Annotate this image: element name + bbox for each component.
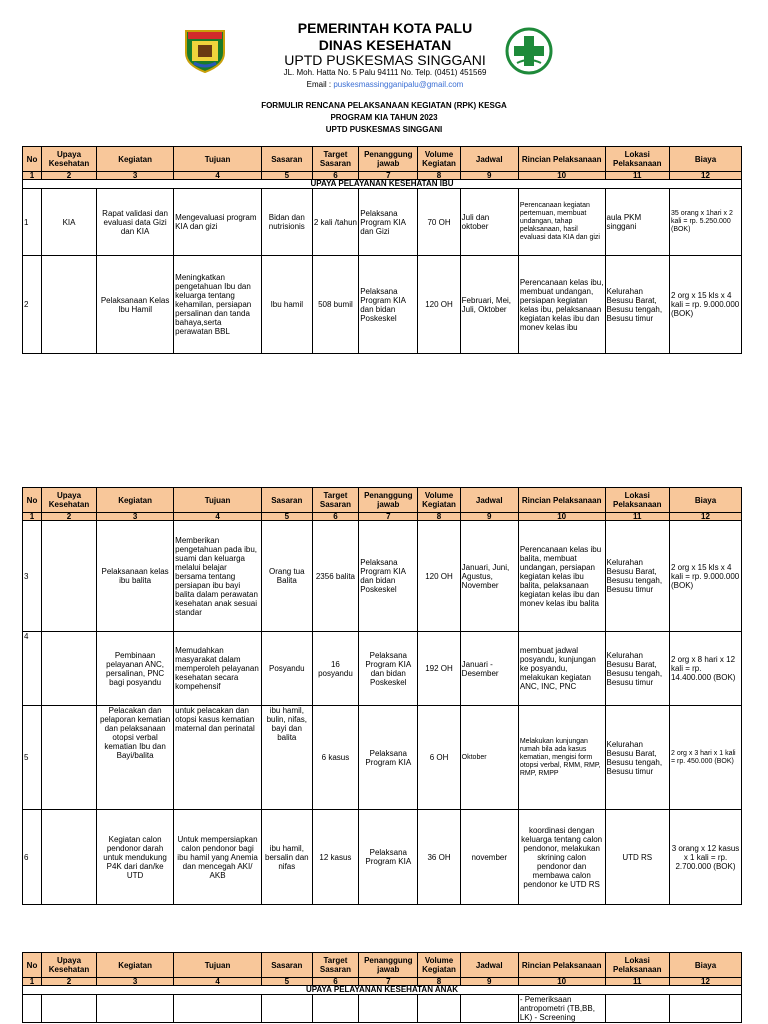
cell-pj: Pelaksana Program KIA dan bidan Poskeskel <box>359 632 418 706</box>
cell-kegiatan: Kegiatan calon pendonor darah untuk mendukung P4K dari dan/ke UTD <box>97 810 174 905</box>
col-header: Tujuan <box>174 953 262 978</box>
cell-target: 2 kali /tahun <box>312 189 359 256</box>
col-header: Jadwal <box>460 953 518 978</box>
cell-volume: 70 OH <box>418 189 460 256</box>
cell-rincian: Melakukan kunjungan rumah bila ada kasus kematian, mengisi form otopsi verbal, RMM, RMP, RMP, RMPP <box>518 706 605 810</box>
col-header: Penanggung jawab <box>359 953 418 978</box>
cell-lokasi: Kelurahan Besusu Barat, Besusu tengah, Besusu timur <box>605 706 669 810</box>
section-title: UPAYA PELAYANAN KESEHATAN IBU <box>23 180 742 189</box>
cell-no: 1 <box>23 189 42 256</box>
col-number: 2 <box>42 513 97 521</box>
cell-volume: 36 OH <box>418 810 460 905</box>
email-link[interactable]: puskesmassingganipalu@gmail.com <box>333 80 464 89</box>
header-institution: UPTD PUSKESMAS SINGGANI <box>284 52 486 68</box>
col-header: Penanggung jawab <box>359 147 418 172</box>
cell-upaya <box>42 810 97 905</box>
col-header: Biaya <box>669 147 741 172</box>
header-address: JL. Moh. Hatta No. 5 Palu 94111 No. Telp. (0451) 451569 <box>283 68 487 77</box>
cell-target: 16 posyandu <box>312 632 359 706</box>
cell-kegiatan: Pelacakan dan pelaporan kematian dan pelaksanaan otopsi verbal kematian Ibu dan Bayi/balita <box>97 706 174 810</box>
cell-upaya <box>42 521 97 632</box>
cell-pj: Pelaksana Program KIA <box>359 810 418 905</box>
cell-biaya: 35 orang x 1hari x 2 kali = rp. 5.250.000 (BOK) <box>669 189 741 256</box>
form-title-block <box>200 100 568 136</box>
cell-jadwal: Januari, Juni, Agustus, November <box>460 521 518 632</box>
cell-sasaran: Posyandu <box>261 632 312 706</box>
cell-pj: Pelaksana Program KIA dan bidan Poskeskel <box>359 521 418 632</box>
col-header: Target Sasaran <box>312 488 359 513</box>
cell-sasaran <box>261 995 312 1023</box>
institution-title: UPTD PUSKESMAS SINGGANI <box>325 125 443 134</box>
cell-no: 5 <box>23 706 42 810</box>
cell-pj <box>359 995 418 1023</box>
col-header: Tujuan <box>174 147 262 172</box>
cell-pj: Pelaksana Program KIA <box>359 706 418 810</box>
cell-lokasi: Kelurahan Besusu Barat, Besusu tengah, Besusu timur <box>605 521 669 632</box>
col-number: 7 <box>359 513 418 521</box>
col-number: 3 <box>97 172 174 180</box>
cell-tujuan <box>174 995 262 1023</box>
table-header-row <box>23 147 742 172</box>
col-number: 12 <box>669 978 741 986</box>
cell-jadwal: Januari - Desember <box>460 632 518 706</box>
col-number: 3 <box>97 513 174 521</box>
col-header: Biaya <box>669 953 741 978</box>
col-number: 10 <box>518 978 605 986</box>
col-number: 10 <box>518 172 605 180</box>
email-label: Email : <box>306 80 334 89</box>
col-number: 11 <box>605 978 669 986</box>
col-number: 4 <box>174 513 262 521</box>
cell-jadwal <box>460 995 518 1023</box>
cell-kegiatan: Rapat validasi dan evaluasi data Gizi dan KIA <box>97 189 174 256</box>
col-number: 9 <box>460 978 518 986</box>
column-number-row <box>23 978 742 986</box>
col-number: 12 <box>669 513 741 521</box>
cell-no <box>23 995 42 1023</box>
col-number: 9 <box>460 513 518 521</box>
table-header-row <box>23 488 742 513</box>
header-government: PEMERINTAH KOTA PALU <box>297 20 473 36</box>
col-number: 11 <box>605 513 669 521</box>
cell-volume: 192 OH <box>418 632 460 706</box>
cell-biaya: 2 org x 8 hari x 12 kali = rp. 14.400.000 (BOK) <box>669 632 741 706</box>
col-header: No <box>23 953 42 978</box>
cell-tujuan: Untuk mempersiapkan calon pendonor bagi ibu hamil yang Anemia dan mencegah AKI/ AKB <box>174 810 262 905</box>
col-header: Lokasi Pelaksanaan <box>605 488 669 513</box>
cell-lokasi: UTD RS <box>605 810 669 905</box>
cell-rincian: membuat jadwal posyandu, kunjungan ke posyandu, melakukan kegiatan ANC, INC, PNC <box>518 632 605 706</box>
cell-sasaran: Orang tua Balita <box>261 521 312 632</box>
col-header: Target Sasaran <box>312 953 359 978</box>
col-number: 7 <box>359 978 418 986</box>
col-header: Volume Kegiatan <box>418 147 460 172</box>
col-number: 8 <box>418 513 460 521</box>
table-row <box>23 189 742 256</box>
col-number: 7 <box>359 172 418 180</box>
cell-target: 6 kasus <box>312 706 359 810</box>
col-number: 2 <box>42 172 97 180</box>
cell-biaya: 2 org x 15 kls x 4 kali = rp. 9.000.000 (BOK) <box>669 521 741 632</box>
cell-volume: 120 OH <box>418 521 460 632</box>
col-number: 1 <box>23 513 42 521</box>
col-number: 10 <box>518 513 605 521</box>
col-header: Target Sasaran <box>312 147 359 172</box>
cell-sasaran: Ibu hamil <box>261 256 312 354</box>
cell-no: 3 <box>23 521 42 632</box>
table-row <box>23 810 742 905</box>
cell-kegiatan <box>97 995 174 1023</box>
cell-rincian: - Pemeriksaan antropometri (TB,BB, LK) - Screening <box>518 995 605 1023</box>
table-row <box>23 995 742 1023</box>
col-number: 5 <box>261 978 312 986</box>
cell-rincian: Perencanaan kelas ibu balita, membuat undangan, persiapan kegiatan kelas ibu balita, pelaksanaan kegiatan kelas ibu dan monev kelas ibu balita <box>518 521 605 632</box>
cell-lokasi <box>605 995 669 1023</box>
cell-sasaran: ibu hamil, bersalin dan nifas <box>261 810 312 905</box>
cell-target <box>312 995 359 1023</box>
column-number-row <box>23 513 742 521</box>
col-number: 6 <box>312 172 359 180</box>
col-header: Volume Kegiatan <box>418 488 460 513</box>
cell-no: 2 <box>23 256 42 354</box>
cell-tujuan: Memberikan pengetahuan pada ibu, suami dan keluarga melalui belajar bersama tentang persiapan ibu bayi balita dalam perawatan kesehatan anak sesuai standar <box>174 521 262 632</box>
cell-upaya <box>42 995 97 1023</box>
puskesmas-logo-icon <box>505 27 553 75</box>
table-row <box>23 632 742 706</box>
table-row <box>23 256 742 354</box>
cell-sasaran: Bidan dan nutrisionis <box>261 189 312 256</box>
cell-volume: 6 OH <box>418 706 460 810</box>
cell-rincian: koordinasi dengan keluarga tentang calon pendonor, melakukan skrining calon pendonor dan membawa calon pendonor ke UTD RS <box>518 810 605 905</box>
cell-rincian: Perencanaan kegiatan pertemuan, membuat undangan, tahap pelaksanaan, hasil evaluasi data KIA dan gizi <box>518 189 605 256</box>
header-email-line <box>240 80 530 89</box>
cell-jadwal: Februari, Mei, Juli, Oktober <box>460 256 518 354</box>
kota-palu-logo-icon <box>180 27 230 73</box>
table-row <box>23 521 742 632</box>
col-header: Penanggung jawab <box>359 488 418 513</box>
cell-lokasi: Kelurahan Besusu Barat, Besusu tengah, Besusu timur <box>605 632 669 706</box>
cell-volume: 120 OH <box>418 256 460 354</box>
col-number: 4 <box>174 978 262 986</box>
cell-pj: Pelaksana Program KIA dan bidan Poskeskel <box>359 256 418 354</box>
cell-tujuan: untuk pelacakan dan otopsi kasus kematian maternal dan perinatal <box>174 706 262 810</box>
cell-rincian: Perencanaan kelas ibu, membuat undangan, persiapan kegiatan kelas ibu, pelaksanaan kegiatan kelas ibu dan monev kelas ibu <box>518 256 605 354</box>
table-header-row <box>23 953 742 978</box>
col-number: 11 <box>605 172 669 180</box>
col-header: Rincian Pelaksanaan <box>518 488 605 513</box>
cell-target: 2356 balita <box>312 521 359 632</box>
cell-tujuan: Memudahkan masyarakat dalam memperoleh pelayanan kesehatan secara kompehensif <box>174 632 262 706</box>
col-number: 1 <box>23 978 42 986</box>
col-number: 9 <box>460 172 518 180</box>
col-header: Jadwal <box>460 147 518 172</box>
col-number: 8 <box>418 978 460 986</box>
col-header: Lokasi Pelaksanaan <box>605 953 669 978</box>
section-row <box>23 180 742 189</box>
col-number: 5 <box>261 172 312 180</box>
cell-jadwal: Juli dan oktober <box>460 189 518 256</box>
cell-tujuan: Meningkatkan pengetahuan Ibu dan keluarga tentang kehamilan, persiapan persalinan dan tanda bahaya,serta perawatan BBL <box>174 256 262 354</box>
cell-kegiatan: Pelaksanaan kelas ibu balita <box>97 521 174 632</box>
col-header: Lokasi Pelaksanaan <box>605 147 669 172</box>
cell-biaya: 3 orang x 12 kasus x 1 kali = rp. 2.700.000 (BOK) <box>669 810 741 905</box>
col-header: Kegiatan <box>97 488 174 513</box>
cell-no: 6 <box>23 810 42 905</box>
column-number-row <box>23 172 742 180</box>
col-header: Upaya Kesehatan <box>42 147 97 172</box>
col-number: 12 <box>669 172 741 180</box>
cell-jadwal: Oktober <box>460 706 518 810</box>
cell-biaya: 2 org x 3 hari x 1 kali = rp. 450.000 (BOK) <box>669 706 741 810</box>
cell-jadwal: november <box>460 810 518 905</box>
col-number: 6 <box>312 978 359 986</box>
col-number: 5 <box>261 513 312 521</box>
col-number: 2 <box>42 978 97 986</box>
cell-upaya: KIA <box>42 189 97 256</box>
cell-kegiatan: Pelaksanaan Kelas Ibu Hamil <box>97 256 174 354</box>
col-header: Upaya Kesehatan <box>42 953 97 978</box>
col-number: 3 <box>97 978 174 986</box>
cell-upaya <box>42 706 97 810</box>
section-row <box>23 986 742 995</box>
cell-biaya: 2 org x 15 kls x 4 kali = rp. 9.000.000 (BOK) <box>669 256 741 354</box>
col-number: 4 <box>174 172 262 180</box>
program-title: PROGRAM KIA TAHUN 2023 <box>330 113 438 122</box>
cell-no: 4 <box>23 632 42 706</box>
col-header: Kegiatan <box>97 953 174 978</box>
cell-upaya <box>42 256 97 354</box>
table-row <box>23 706 742 810</box>
cell-tujuan: Mengevaluasi program KIA dan gizi <box>174 189 262 256</box>
col-header: Upaya Kesehatan <box>42 488 97 513</box>
col-header: Rincian Pelaksanaan <box>518 147 605 172</box>
cell-kegiatan: Pembinaan pelayanan ANC, persalinan, PNC bagi posyandu <box>97 632 174 706</box>
col-header: No <box>23 488 42 513</box>
col-header: Sasaran <box>261 147 312 172</box>
section-title: UPAYA PELAYANAN KESEHATAN ANAK <box>23 986 742 995</box>
col-header: No <box>23 147 42 172</box>
rpk-table-2 <box>22 487 742 905</box>
col-header: Sasaran <box>261 953 312 978</box>
cell-sasaran: ibu hamil, bulin, nifas, bayi dan balita <box>261 706 312 810</box>
col-header: Rincian Pelaksanaan <box>518 953 605 978</box>
form-title: FORMULIR RENCANA PELAKSANAAN KEGIATAN (RPK) KESGA <box>261 101 507 110</box>
col-header: Jadwal <box>460 488 518 513</box>
rpk-table-1 <box>22 146 742 354</box>
col-header: Volume Kegiatan <box>418 953 460 978</box>
col-number: 8 <box>418 172 460 180</box>
cell-target: 508 bumil <box>312 256 359 354</box>
letterhead <box>0 0 768 96</box>
header-department: DINAS KESEHATAN <box>318 37 452 53</box>
col-number: 6 <box>312 513 359 521</box>
col-number: 1 <box>23 172 42 180</box>
col-header: Tujuan <box>174 488 262 513</box>
cell-upaya <box>42 632 97 706</box>
col-header: Sasaran <box>261 488 312 513</box>
cell-target: 12 kasus <box>312 810 359 905</box>
col-header: Kegiatan <box>97 147 174 172</box>
cell-lokasi: Kelurahan Besusu Barat, Besusu tengah, Besusu timur <box>605 256 669 354</box>
cell-lokasi: aula PKM singgani <box>605 189 669 256</box>
cell-biaya <box>669 995 741 1023</box>
cell-volume <box>418 995 460 1023</box>
rpk-table-3 <box>22 952 742 1023</box>
cell-pj: Pelaksana Program KIA dan Gizi <box>359 189 418 256</box>
col-header: Biaya <box>669 488 741 513</box>
